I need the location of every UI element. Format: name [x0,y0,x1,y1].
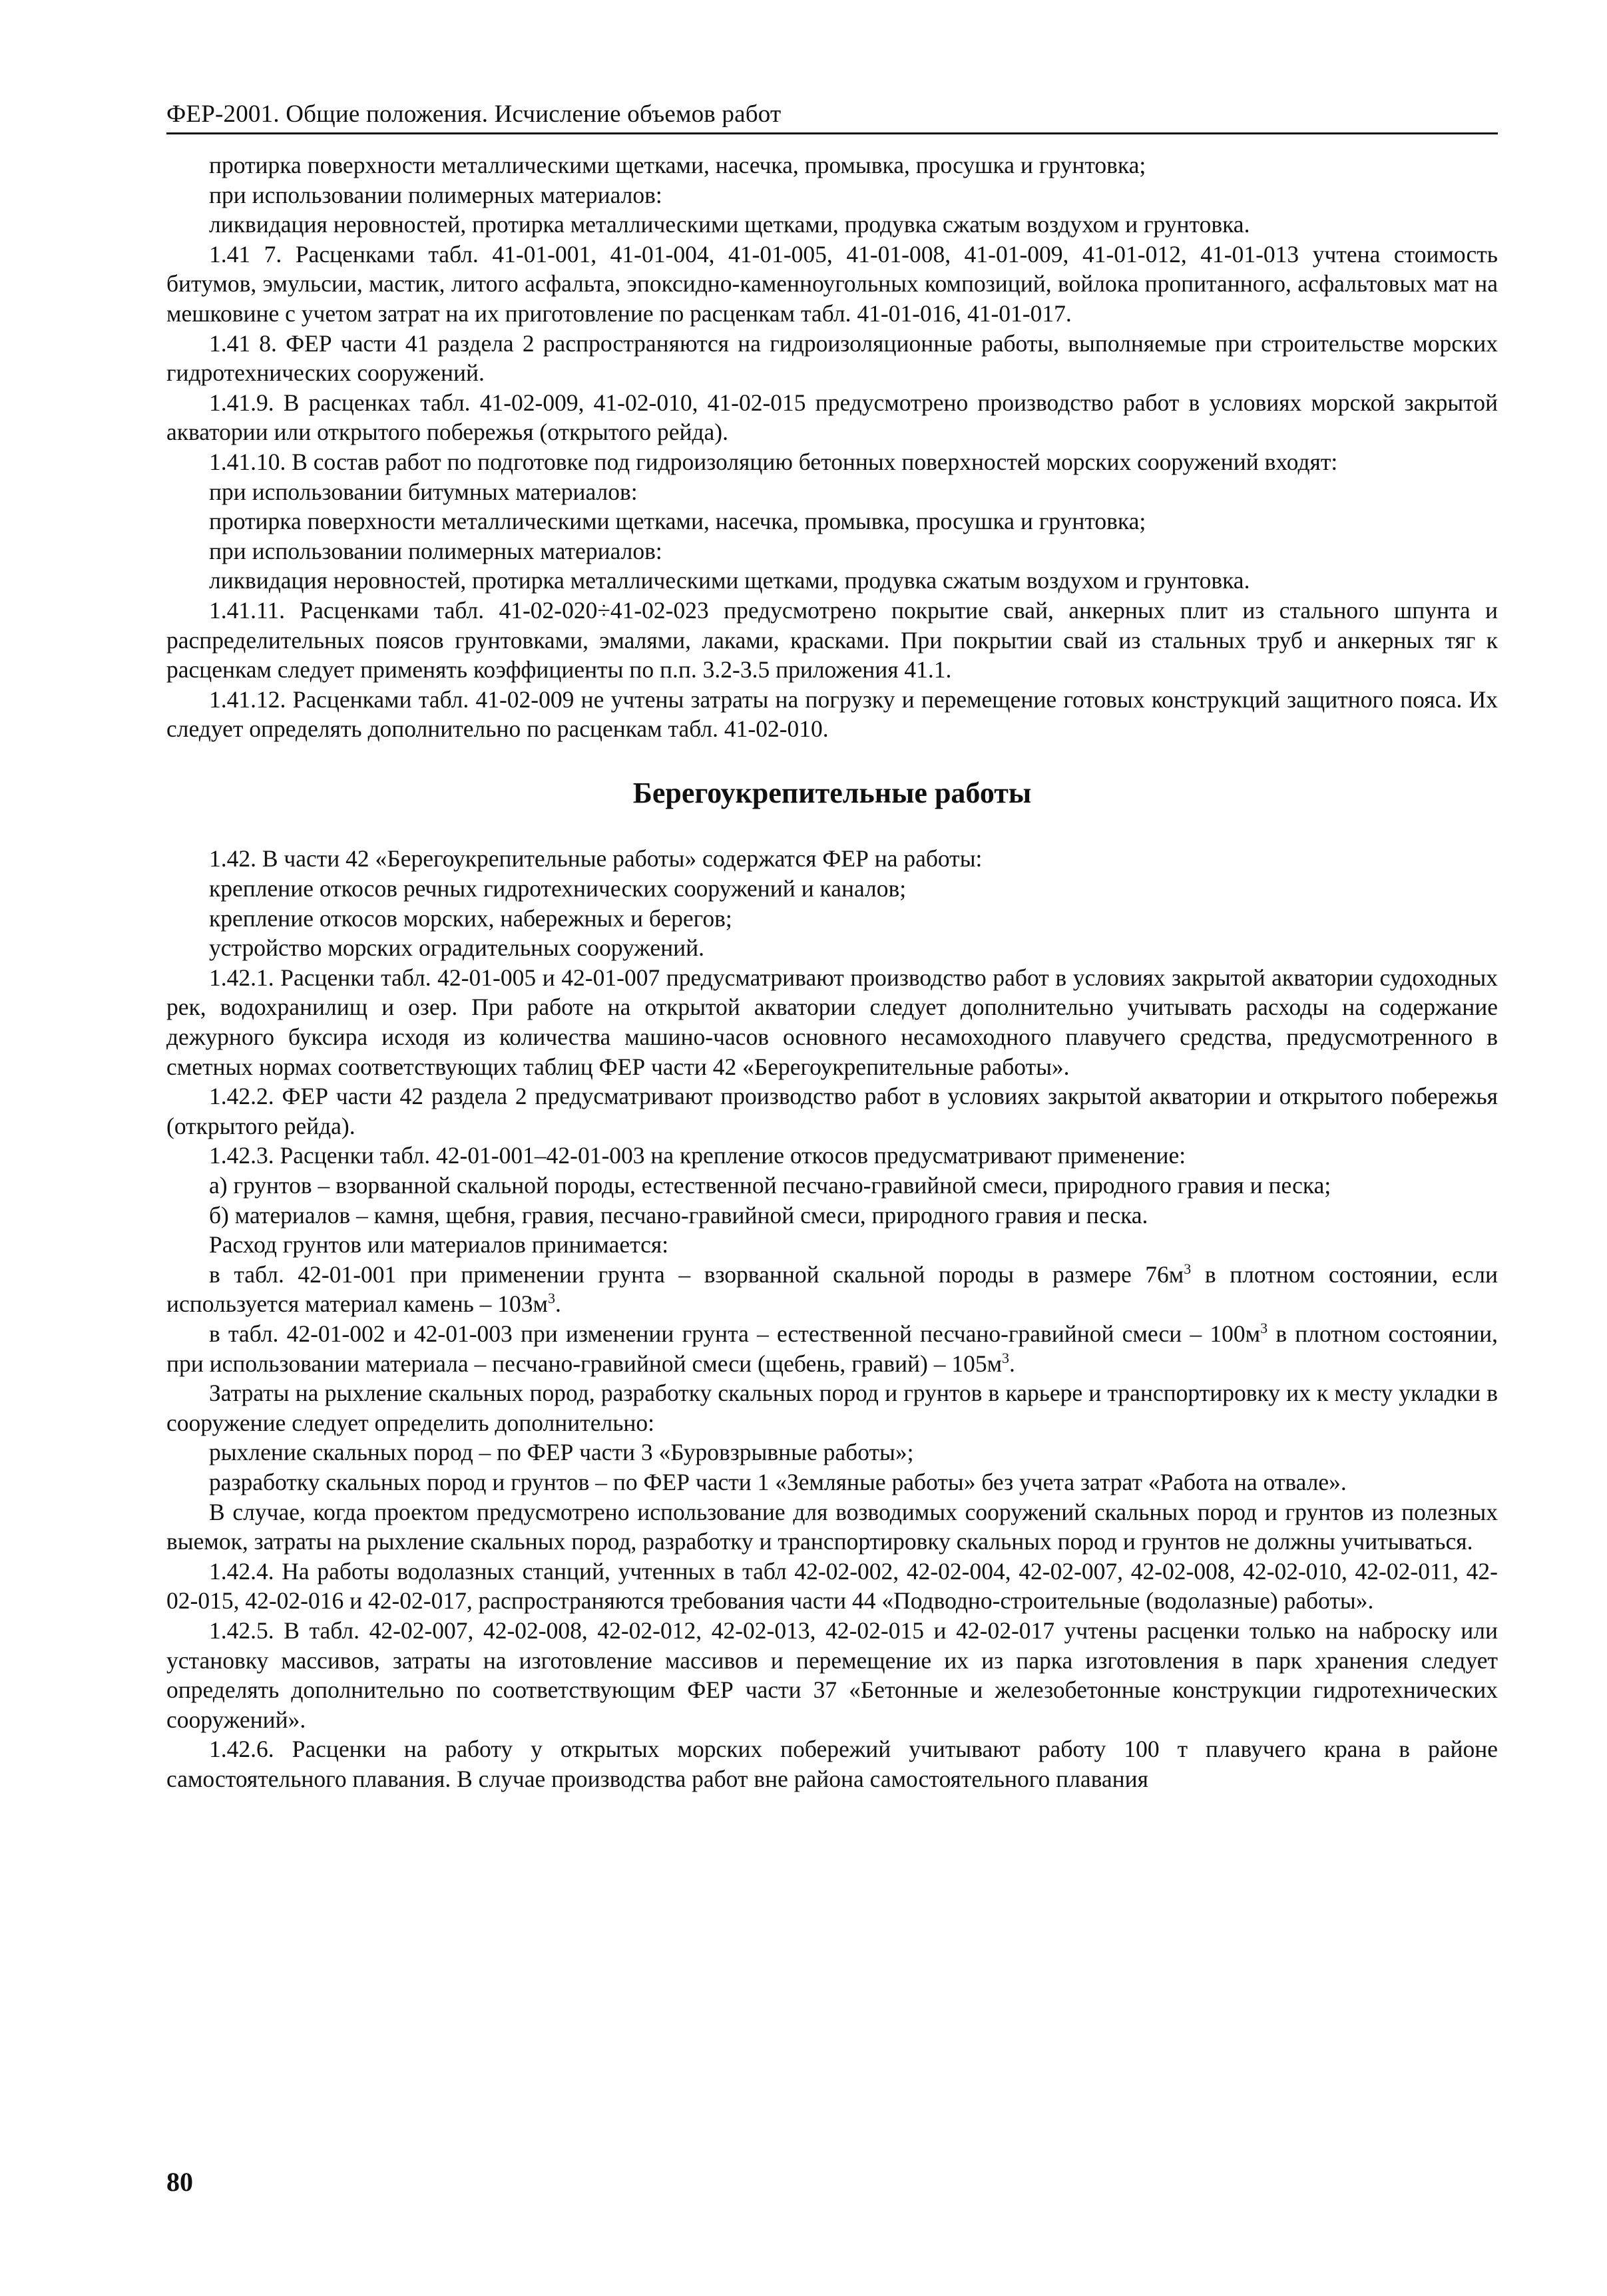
paragraph: протирка поверхности металлическими щетками, насечка, промывка, просушка и грунтовка; [209,152,1146,178]
paragraph: 1.42.6. Расценки на работу у открытых морских побережий учитывают работу 100 т плавучего крана в районе самостоятельного плавания. В случае производства работ вне района самостоятельного плавания [166,1736,1498,1792]
list-item: б) материалов – камня, щебня, гравия, песчано-гравийной смеси, природного гравия и песка. [209,1201,1148,1229]
list-item: а) грунтов – взорванной скальной породы, естественной песчано-гравийной смеси, природного гравия и песка; [209,1172,1331,1199]
paragraph: при использовании полимерных материалов: [209,181,662,208]
superscript: 3 [1260,1320,1268,1337]
text-run: в плотном состоянии, если используется материал камень – 103м [166,1260,1498,1318]
paragraph [166,1260,1498,1319]
superscript: 3 [1184,1260,1192,1277]
list-item: устройство морских оградительных сооружений. [209,934,704,962]
page-number: 80 [166,2167,193,2197]
section-title: Берегоукрепительные работы [632,776,1032,809]
text-run: в табл. 42-01-002 и 42-01-003 при изменении грунта – естественной песчано-гравийной смеси – 100м [209,1320,1261,1347]
list-item: разработку скальных пород и грунтов – по ФЕР части 1 «Земляные работы» без учета затрат «Работа на отвале». [209,1468,1347,1495]
paragraph: 1.41 7. Расценками табл. 41-01-001, 41-01-004, 41-01-005, 41-01-008, 41-01-009, 41-01-012, 41-01-013 учтена стоимость битумов, эмульсии, мастик, литого асфальта, эпоксидно-каменноугольных композиций, войлока пропитанного, асфальтовых мат на мешковине с учетом затрат на их приготовление по расценкам табл. 41-01-016, 41-01-017. [166,240,1498,327]
paragraph: Затраты на рыхление скальных пород, разработку скальных пород и грунтов в карьере и транспортировку их к месту укладки в сооружение следует определить дополнительно: [166,1380,1498,1436]
text-run: . [555,1290,561,1318]
paragraph: ликвидация неровностей, протирка металлическими щетками, продувка сжатым воздухом и грунтовка. [209,567,1250,594]
text-run: в плотном состоянии, при использовании материала – песчано-гравийной смеси (щебень, гравий) – 105м [166,1320,1498,1377]
paragraph: 1.41.9. В расценках табл. 41-02-009, 41-02-010, 41-02-015 предусмотрено производство работ в условиях морской закрытой акватории или открытого побережья (открытого рейда). [166,389,1498,446]
paragraph: 1.41 8. ФЕР части 41 раздела 2 распространяются на гидроизоляционные работы, выполняемые при строительстве морских гидротехнических сооружений. [166,329,1498,387]
paragraph [166,1319,1498,1378]
list-item: рыхление скальных пород – по ФЕР части 3 «Буровзрывные работы»; [209,1439,914,1466]
paragraph: 1.42.3. Расценки табл. 42-01-001–42-01-003 на крепление откосов предусматривают применение: [209,1142,1186,1169]
document-page [166,100,1498,1794]
paragraph: 1.41.12. Расценками табл. 41-02-009 не учтены затраты на погрузку и перемещение готовых конструкций защитного пояса. Их следует определять дополнительно по расценкам табл. 41-02-010. [166,685,1498,743]
text-run: . [1009,1350,1015,1377]
paragraph: 1.41.10. В состав работ по подготовке под гидроизоляцию бетонных поверхностей морских сооружений входят: [209,448,1338,475]
paragraph: ликвидация неровностей, протирка металлическими щетками, продувка сжатым воздухом и грунтовка. [209,211,1250,238]
paragraph: 1.42. В части 42 «Берегоукрепительные работы» содержатся ФЕР на работы: [209,845,983,872]
paragraph: 1.42.1. Расценки табл. 42-01-005 и 42-01-007 предусматривают производство работ в условиях закрытой акватории судоходных рек, водохранилищ и озер. При работе на открытой акватории следует дополнительно учитывать расходы на содержание дежурного буксира исходя из количества машино-часов основного несамоходного плавучего средства, предусмотренного в сметных нормах соответствующих таблиц ФЕР части 42 «Берегоукрепительные работы». [166,964,1498,1080]
paragraph: 1.41.11. Расценками табл. 41-02-020÷41-02-023 предусмотрено покрытие свай, анкерных плит из стального шпунта и распределительных поясов грунтовками, эмалями, лаками, красками. При покрытии свай из стальных труб и анкерных тяг к расценкам следует применять коэффициенты по п.п. 3.2-3.5 приложения 41.1. [166,596,1498,683]
superscript: 3 [548,1290,555,1307]
superscript: 3 [1002,1349,1010,1366]
paragraph: при использовании битумных материалов: [209,478,638,505]
paragraph: 1.42.5. В табл. 42-02-007, 42-02-008, 42-02-012, 42-02-013, 42-02-015 и 42-02-017 учтены расценки только на наброску или установку массивов, затраты на изготовление массивов и перемещение их из парка изготовления в парк хранения следует определять дополнительно по соответствующим ФЕР части 37 «Бетонные и железобетонные конструкции гидротехнических сооружений». [166,1617,1498,1733]
running-header: ФЕР-2001. Общие положения. Исчисление объемов работ [166,100,1498,134]
paragraph: 1.42.2. ФЕР части 42 раздела 2 предусматривают производство работ в условиях закрытой акватории и открытого побережья (открытого рейда). [166,1083,1498,1139]
paragraph: В случае, когда проектом предусмотрено использование для возводимых сооружений скальных пород и грунтов из полезных выемок, затраты на рыхление скальных пород, разработку и транспортировку скальных пород и грунтов не должны учитываться. [166,1498,1498,1555]
list-item: крепление откосов морских, набережных и берегов; [209,904,732,932]
list-item: крепление откосов речных гидротехнических сооружений и каналов; [209,875,907,902]
paragraph: протирка поверхности металлическими щетками, насечка, промывка, просушка и грунтовка; [209,508,1146,535]
document-body [166,150,1498,1794]
paragraph: 1.42.4. На работы водолазных станций, учтенных в табл 42-02-002, 42-02-004, 42-02-007, 42-02-008, 42-02-010, 42-02-011, 42-02-015, 42-02-016 и 42-02-017, распространяются требования части 44 «Подводно-строительные (водолазные) работы». [166,1557,1498,1615]
paragraph: при использовании полимерных материалов: [209,537,662,564]
paragraph: Расход грунтов или материалов принимается: [209,1231,669,1258]
text-run: в табл. 42-01-001 при применении грунта – взорванной скальной породы в размере 76м [209,1260,1184,1288]
